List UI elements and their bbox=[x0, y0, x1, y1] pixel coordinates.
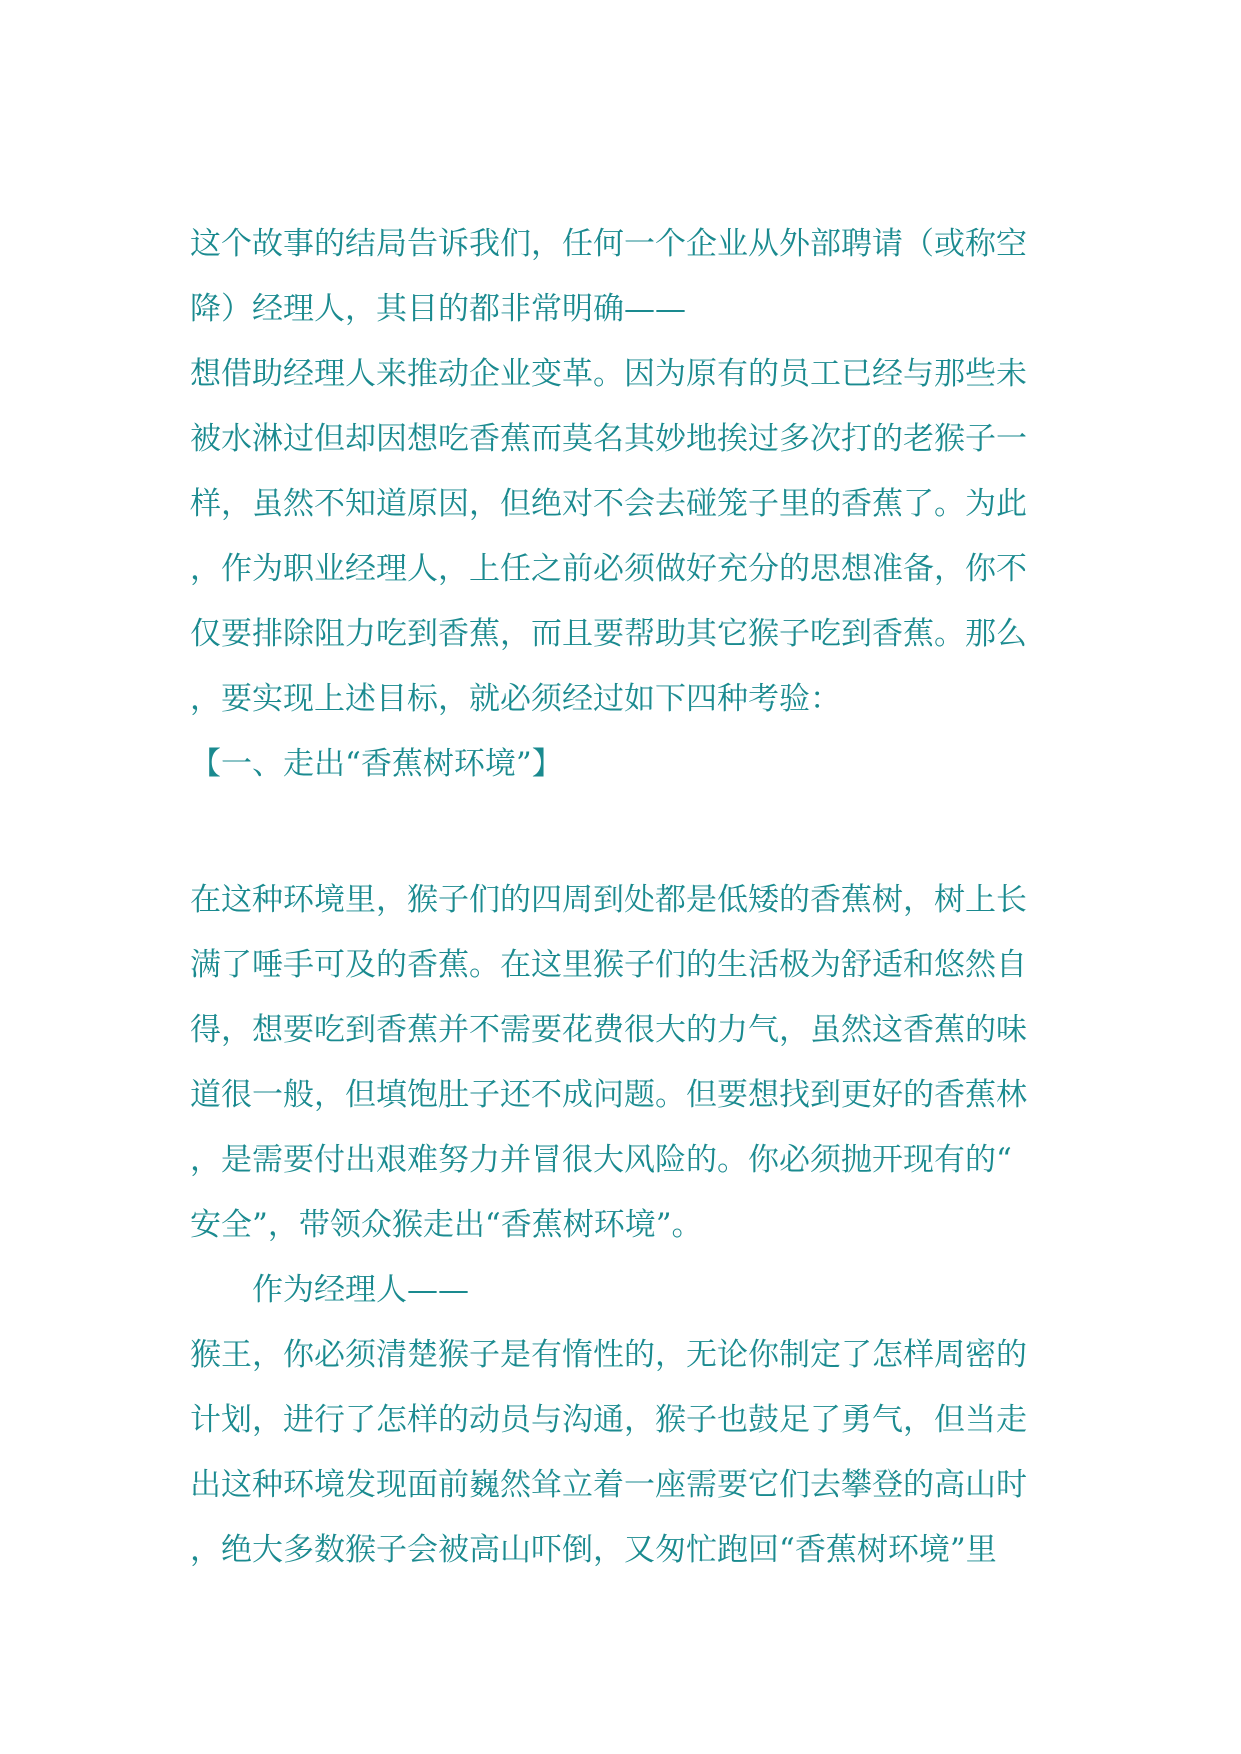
paragraph-body bbox=[190, 868, 1040, 1583]
text-line: 想借助经理人来推动企业变革。因为原有的员工已经与那些未 bbox=[190, 356, 1027, 392]
text-line: ，是需要付出艰难努力并冒很大风险的。你必须抛开现有的“ bbox=[190, 1142, 1012, 1178]
text-line: 安全”，带领众猴走出“香蕉树环境”。 bbox=[190, 1207, 703, 1243]
text-line: ，绝大多数猴子会被高山吓倒，又匆忙跑回“香蕉树环境”里 bbox=[190, 1532, 997, 1568]
text-line: 样，虽然不知道原因，但绝对不会去碰笼子里的香蕉了。为此 bbox=[190, 486, 1027, 522]
text-line: 猴王，你必须清楚猴子是有惰性的，无论你制定了怎样周密的 bbox=[190, 1337, 1027, 1373]
text-line: ，要实现上述目标，就必须经过如下四种考验： bbox=[190, 681, 841, 717]
text-line: 得，想要吃到香蕉并不需要花费很大的力气，虽然这香蕉的味 bbox=[190, 1012, 1027, 1048]
section-heading: 【一、走出“香蕉树环境”】 bbox=[190, 746, 563, 782]
text-line: 这个故事的结局告诉我们，任何一个企业从外部聘请（或称空 bbox=[190, 226, 1027, 262]
text-line: 满了唾手可及的香蕉。在这里猴子们的生活极为舒适和悠然自 bbox=[190, 947, 1027, 983]
text-line: 仅要排除阻力吃到香蕉，而且要帮助其它猴子吃到香蕉。那么 bbox=[190, 616, 1027, 652]
text-line: 出这种环境发现面前巍然耸立着一座需要它们去攀登的高山时 bbox=[190, 1467, 1027, 1503]
text-line-indented: 作为经理人—— bbox=[252, 1272, 469, 1308]
text-line: 被水淋过但却因想吃香蕉而莫名其妙地挨过多次打的老猴子一 bbox=[190, 421, 1027, 457]
text-line: 降）经理人，其目的都非常明确—— bbox=[190, 291, 686, 327]
text-line: ，作为职业经理人，上任之前必须做好充分的思想准备，你不 bbox=[190, 551, 1027, 587]
text-line: 道很一般，但填饱肚子还不成问题。但要想找到更好的香蕉林 bbox=[190, 1077, 1027, 1113]
paragraph-intro bbox=[190, 212, 1040, 797]
text-line: 在这种环境里，猴子们的四周到处都是低矮的香蕉树，树上长 bbox=[190, 882, 1027, 918]
text-line: 计划，进行了怎样的动员与沟通，猴子也鼓足了勇气，但当走 bbox=[190, 1402, 1027, 1438]
